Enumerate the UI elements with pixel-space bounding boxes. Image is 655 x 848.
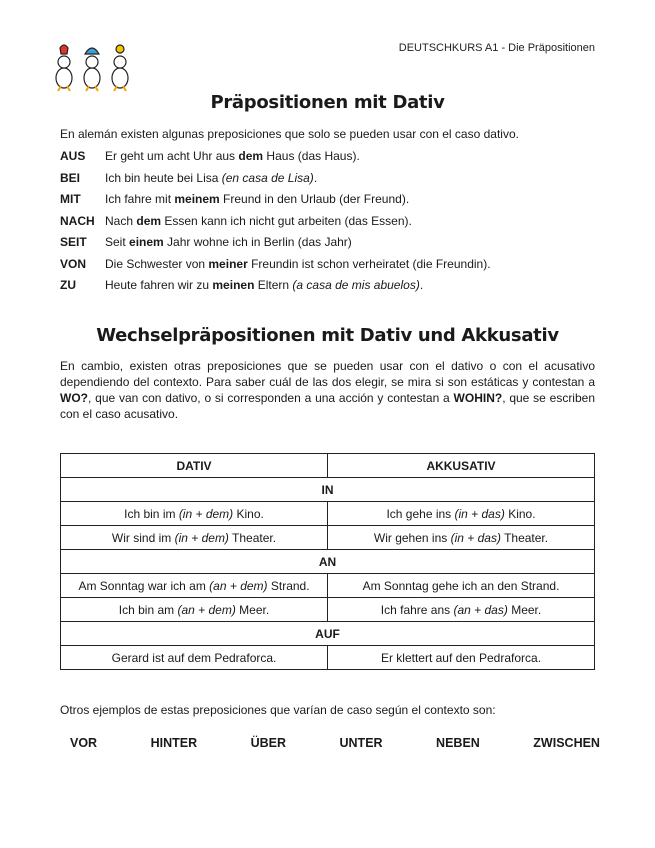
mascot-icon — [56, 45, 72, 91]
other-prepositions — [70, 736, 600, 750]
intro-text: En alemán existen algunas preposiciones que solo se pueden usar con el caso dativo. — [60, 127, 519, 141]
akkusativ-cell: Am Sonntag gehe ich an den Strand. — [328, 574, 595, 598]
dativ-cell: Ich bin am (an + dem) Meer. — [61, 598, 328, 622]
preposition-key: MIT — [60, 192, 81, 206]
table-row — [61, 502, 595, 526]
course-header: DEUTSCHKURS A1 - Die Präpositionen — [398, 42, 595, 54]
example-sentence: Er geht um acht Uhr aus dem Haus (das Haus). — [105, 149, 360, 163]
dativ-cell: Gerard ist auf dem Pedraforca. — [61, 646, 328, 670]
dativ-cell: Am Sonntag war ich am (an + dem) Strand. — [61, 574, 328, 598]
mascot-icon — [112, 45, 128, 91]
other-preposition: ZWISCHEN — [533, 736, 600, 750]
preposition-key: VON — [60, 256, 87, 271]
preposition-key: SEIT — [60, 235, 87, 249]
akkusativ-cell: Wir gehen ins (in + das) Theater. — [328, 526, 595, 550]
preposition-key: ZU — [60, 278, 76, 292]
preposition-row — [60, 170, 600, 192]
section-title-wechsel: Wechselpräpositionen mit Dativ und Akkusativ — [96, 325, 559, 346]
example-sentence: Heute fahren wir zu meinen Eltern (a casa de mis abuelos). — [105, 278, 424, 292]
preposition-row — [60, 213, 600, 235]
group-label: AN — [61, 550, 595, 574]
explanation-paragraph: En cambio, existen otras preposiciones que se pueden usar con el dativo o con el acusativo dependiendo del contexto. Para saber cuál de las dos elegir, se mira si son estáticas y contestan a WO?, que van con dativo, o si corresponden a una acción y contestan a WOHIN?, que se escriben con el caso acusativo. — [60, 359, 595, 421]
preposition-key: NACH — [60, 213, 95, 228]
group-row — [61, 622, 595, 646]
akkusativ-cell: Ich gehe ins (in + das) Kino. — [328, 502, 595, 526]
preposition-key: AUS — [60, 149, 86, 163]
table-row — [61, 526, 595, 550]
mascots-illustration — [52, 40, 134, 92]
table-row — [61, 574, 595, 598]
group-label: AUF — [61, 622, 595, 646]
group-row — [61, 478, 595, 502]
dativ-cell: Ich bin im (in + dem) Kino. — [61, 502, 328, 526]
section-title-dativ: Präpositionen mit Dativ — [210, 92, 445, 113]
preposition-row — [60, 234, 600, 256]
example-sentence: Ich fahre mit meinem Freund in den Urlaub (der Freund). — [105, 192, 410, 206]
mascot-icon — [84, 48, 100, 91]
other-preposition: ÜBER — [250, 736, 287, 750]
dativ-cell: Wir sind im (in + dem) Theater. — [61, 526, 328, 550]
table-header-row — [61, 454, 595, 478]
preposition-key: BEI — [60, 170, 81, 185]
preposition-row — [60, 148, 600, 170]
case-table — [60, 453, 595, 670]
preposition-row — [60, 256, 600, 278]
outro-text: Otros ejemplos de estas preposiciones que varían de caso según el contexto son: — [60, 703, 496, 717]
other-preposition: VOR — [70, 736, 98, 750]
example-sentence: Ich bin heute bei Lisa (en casa de Lisa). — [105, 170, 318, 185]
akkusativ-cell: Er klettert auf den Pedraforca. — [328, 646, 595, 670]
column-header-dativ: DATIV — [61, 454, 328, 478]
table-row — [61, 598, 595, 622]
preposition-row — [60, 277, 600, 299]
example-sentence: Nach dem Essen kann ich nicht gut arbeiten (das Essen). — [105, 213, 412, 228]
example-sentence: Seit einem Jahr wohne ich in Berlin (das Jahr) — [105, 235, 352, 249]
column-header-akkusativ: AKKUSATIV — [328, 454, 595, 478]
preposition-row — [60, 191, 600, 213]
akkusativ-cell: Ich fahre ans (an + das) Meer. — [328, 598, 595, 622]
example-sentence: Die Schwester von meiner Freundin ist schon verheiratet (die Freundin). — [105, 256, 491, 271]
table-row — [61, 646, 595, 670]
group-row — [61, 550, 595, 574]
group-label: IN — [61, 478, 595, 502]
other-preposition: NEBEN — [436, 736, 480, 750]
other-preposition: HINTER — [150, 736, 198, 750]
other-preposition: UNTER — [339, 736, 383, 750]
preposition-list — [60, 148, 600, 299]
